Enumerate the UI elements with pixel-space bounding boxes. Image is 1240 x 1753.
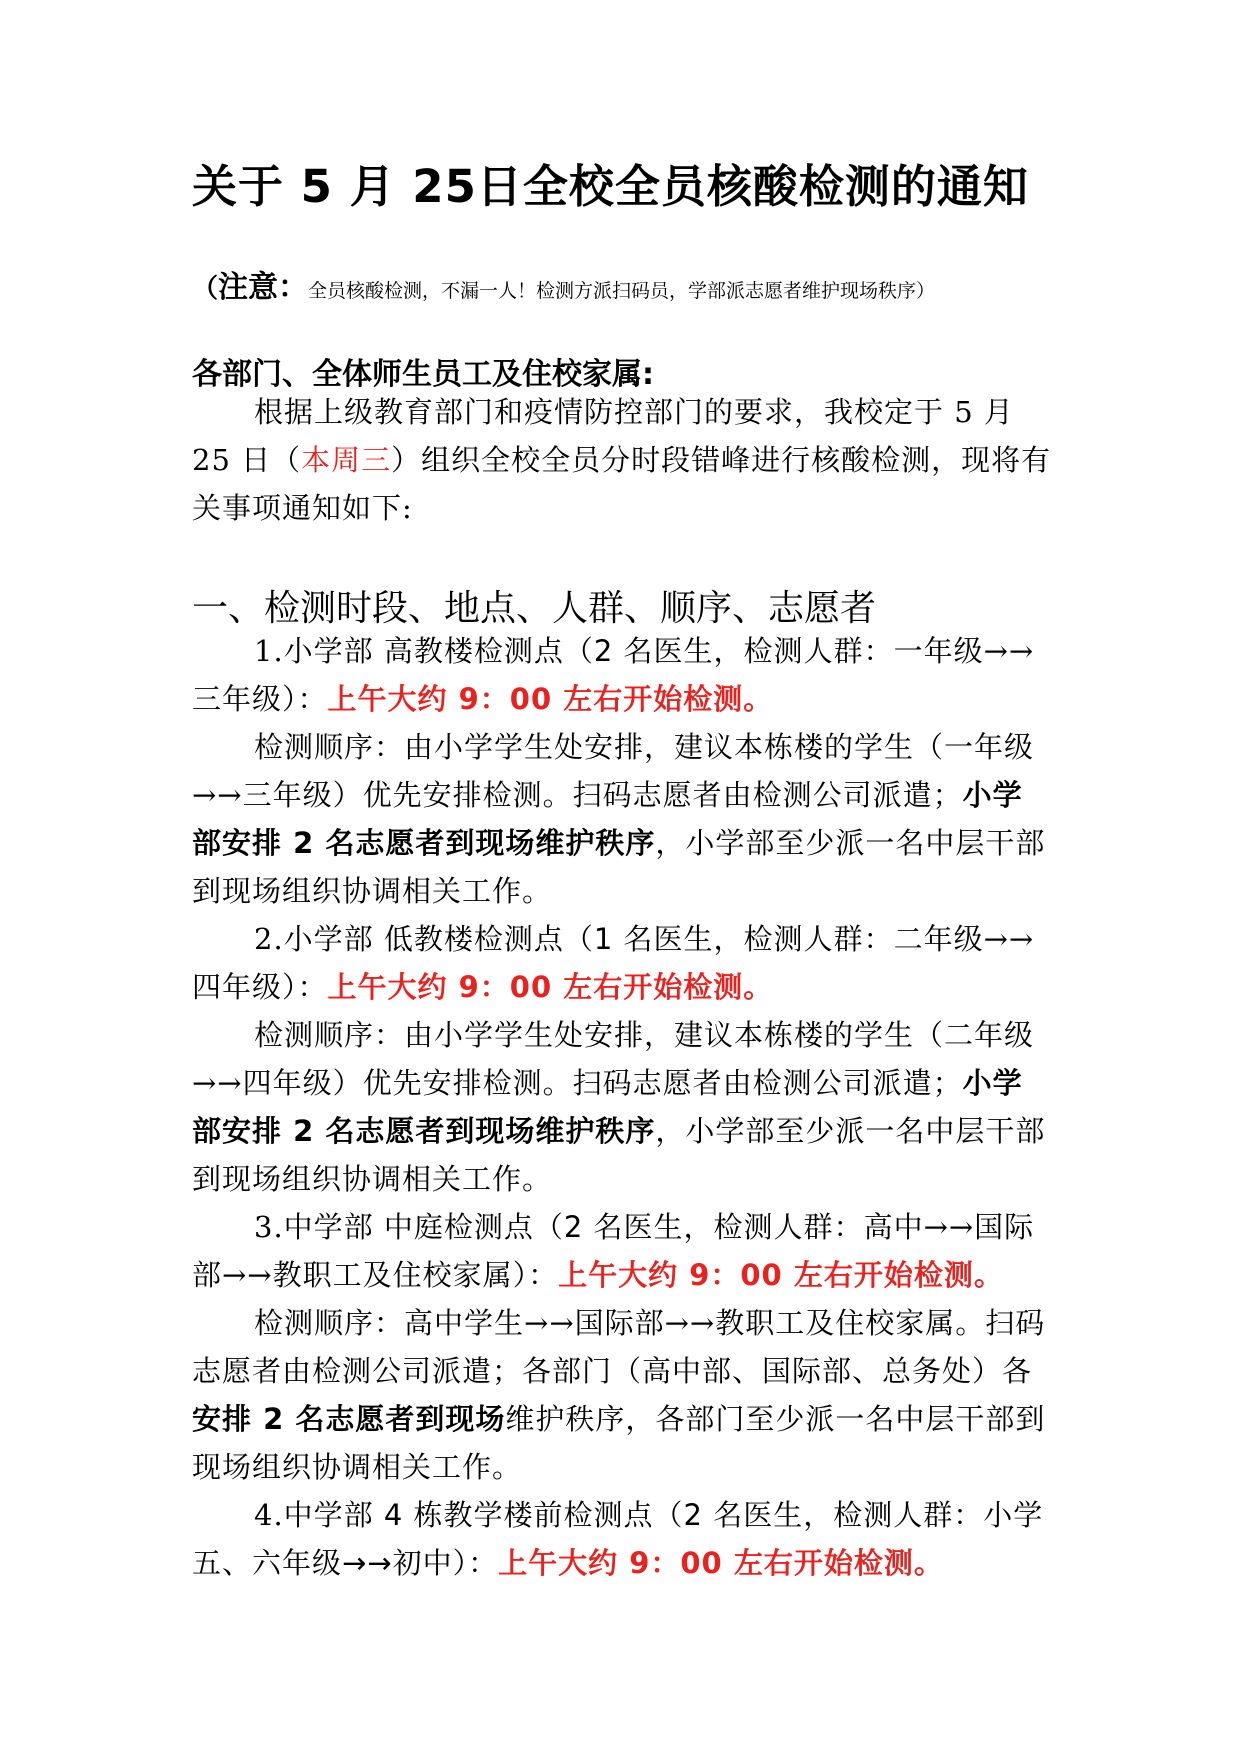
item-time: 上午大约 9：00 左右开始检测。 bbox=[327, 970, 774, 1004]
page-title: 关于 5 月 25日全校全员核酸检测的通知 bbox=[192, 160, 1029, 213]
item-location: 小学部 低教楼检测点（1 名医生，检测人群： bbox=[283, 922, 894, 956]
item-group: 小学五、六年级→→初中）： bbox=[192, 1498, 1044, 1580]
intro-paragraph bbox=[192, 388, 1052, 532]
section-heading: 一、检测时段、地点、人群、顺序、志愿者 bbox=[192, 588, 877, 629]
notice-remark bbox=[192, 262, 935, 306]
order-text-bold: 小学部安排 2 名志愿者到现场维护秩序 bbox=[192, 1066, 1023, 1148]
note-open-paren: （ bbox=[192, 274, 219, 304]
item-group: 高中→→国际部→→教职工及住校家属）： bbox=[192, 1210, 1035, 1292]
item-number: 2. bbox=[254, 922, 284, 956]
order-text-after: ，小学部至少派一名中层干部到现场组织协调相关工作。 bbox=[192, 826, 1046, 908]
item-number: 3. bbox=[254, 1210, 284, 1244]
item-location: 中学部 中庭检测点（2 名医生，检测人群： bbox=[283, 1210, 864, 1244]
order-text-bold: 安排 2 名志愿者到现场 bbox=[192, 1402, 506, 1436]
item-4-header bbox=[192, 1491, 1052, 1587]
order-label: 检测顺序 bbox=[254, 730, 375, 764]
order-label: 检测顺序 bbox=[254, 1306, 375, 1340]
item-number: 1. bbox=[254, 634, 284, 668]
intro-text-after: ）组织全校全员分时段错峰进行核酸检测，现将有关事项通知如下: bbox=[192, 443, 1052, 525]
item-1-order bbox=[192, 723, 1052, 915]
item-2-header bbox=[192, 915, 1052, 1011]
order-label: 检测顺序 bbox=[254, 1018, 375, 1052]
item-3-header bbox=[192, 1203, 1052, 1299]
item-group: 二年级→→四年级）： bbox=[192, 922, 1035, 1004]
item-time: 上午大约 9：00 左右开始检测。 bbox=[498, 1546, 944, 1580]
order-text-bold: 小学部安排 2 名志愿者到现场维护秩序 bbox=[192, 778, 1023, 860]
item-number: 4. bbox=[254, 1498, 284, 1532]
intro-text-before: 根据上级教育部门和疫情防控部门的要求，我校定于 5 月 25 日（ bbox=[192, 395, 1014, 477]
order-text-before: ：由小学学生处安排，建议本栋楼的学生（一年级→→三年级）优先安排检测。扫码志愿者由检测公司派遣； bbox=[192, 730, 1035, 812]
order-text-before: ：由小学学生处安排，建议本栋楼的学生（二年级→→四年级）优先安排检测。扫码志愿者由检测公司派遣； bbox=[192, 1018, 1035, 1100]
order-text-after: ，小学部至少派一名中层干部到现场组织协调相关工作。 bbox=[192, 1114, 1046, 1196]
note-label: 注意： bbox=[218, 270, 309, 305]
item-group: 一年级→→三年级）： bbox=[192, 634, 1035, 716]
item-location: 中学部 4 栋教学楼前检测点（2 名医生，检测人群： bbox=[283, 1498, 984, 1532]
greeting: 各部门、全体师生员工及住校家属: bbox=[192, 357, 654, 392]
item-3-order bbox=[192, 1299, 1052, 1491]
note-close-paren: ） bbox=[916, 280, 936, 302]
note-text: 全员核酸检测，不漏一人！检测方派扫码员，学部派志愿者维护现场秩序 bbox=[308, 280, 917, 302]
intro-highlight-day: 本周三 bbox=[301, 443, 392, 477]
item-2-order bbox=[192, 1011, 1052, 1203]
item-time: 上午大约 9：00 左右开始检测。 bbox=[558, 1258, 1004, 1292]
item-location: 小学部 高教楼检测点（2 名医生，检测人群： bbox=[283, 634, 894, 668]
order-text-before: ：高中学生→→国际部→→教职工及住校家属。扫码志愿者由检测公司派遣；各部门（高中部、国际部、总务处）各 bbox=[192, 1306, 1046, 1388]
order-text-after: 维护秩序，各部门至少派一名中层干部到现场组织协调相关工作。 bbox=[192, 1402, 1046, 1484]
item-time: 上午大约 9：00 左右开始检测。 bbox=[327, 682, 774, 716]
item-1-header bbox=[192, 627, 1052, 723]
